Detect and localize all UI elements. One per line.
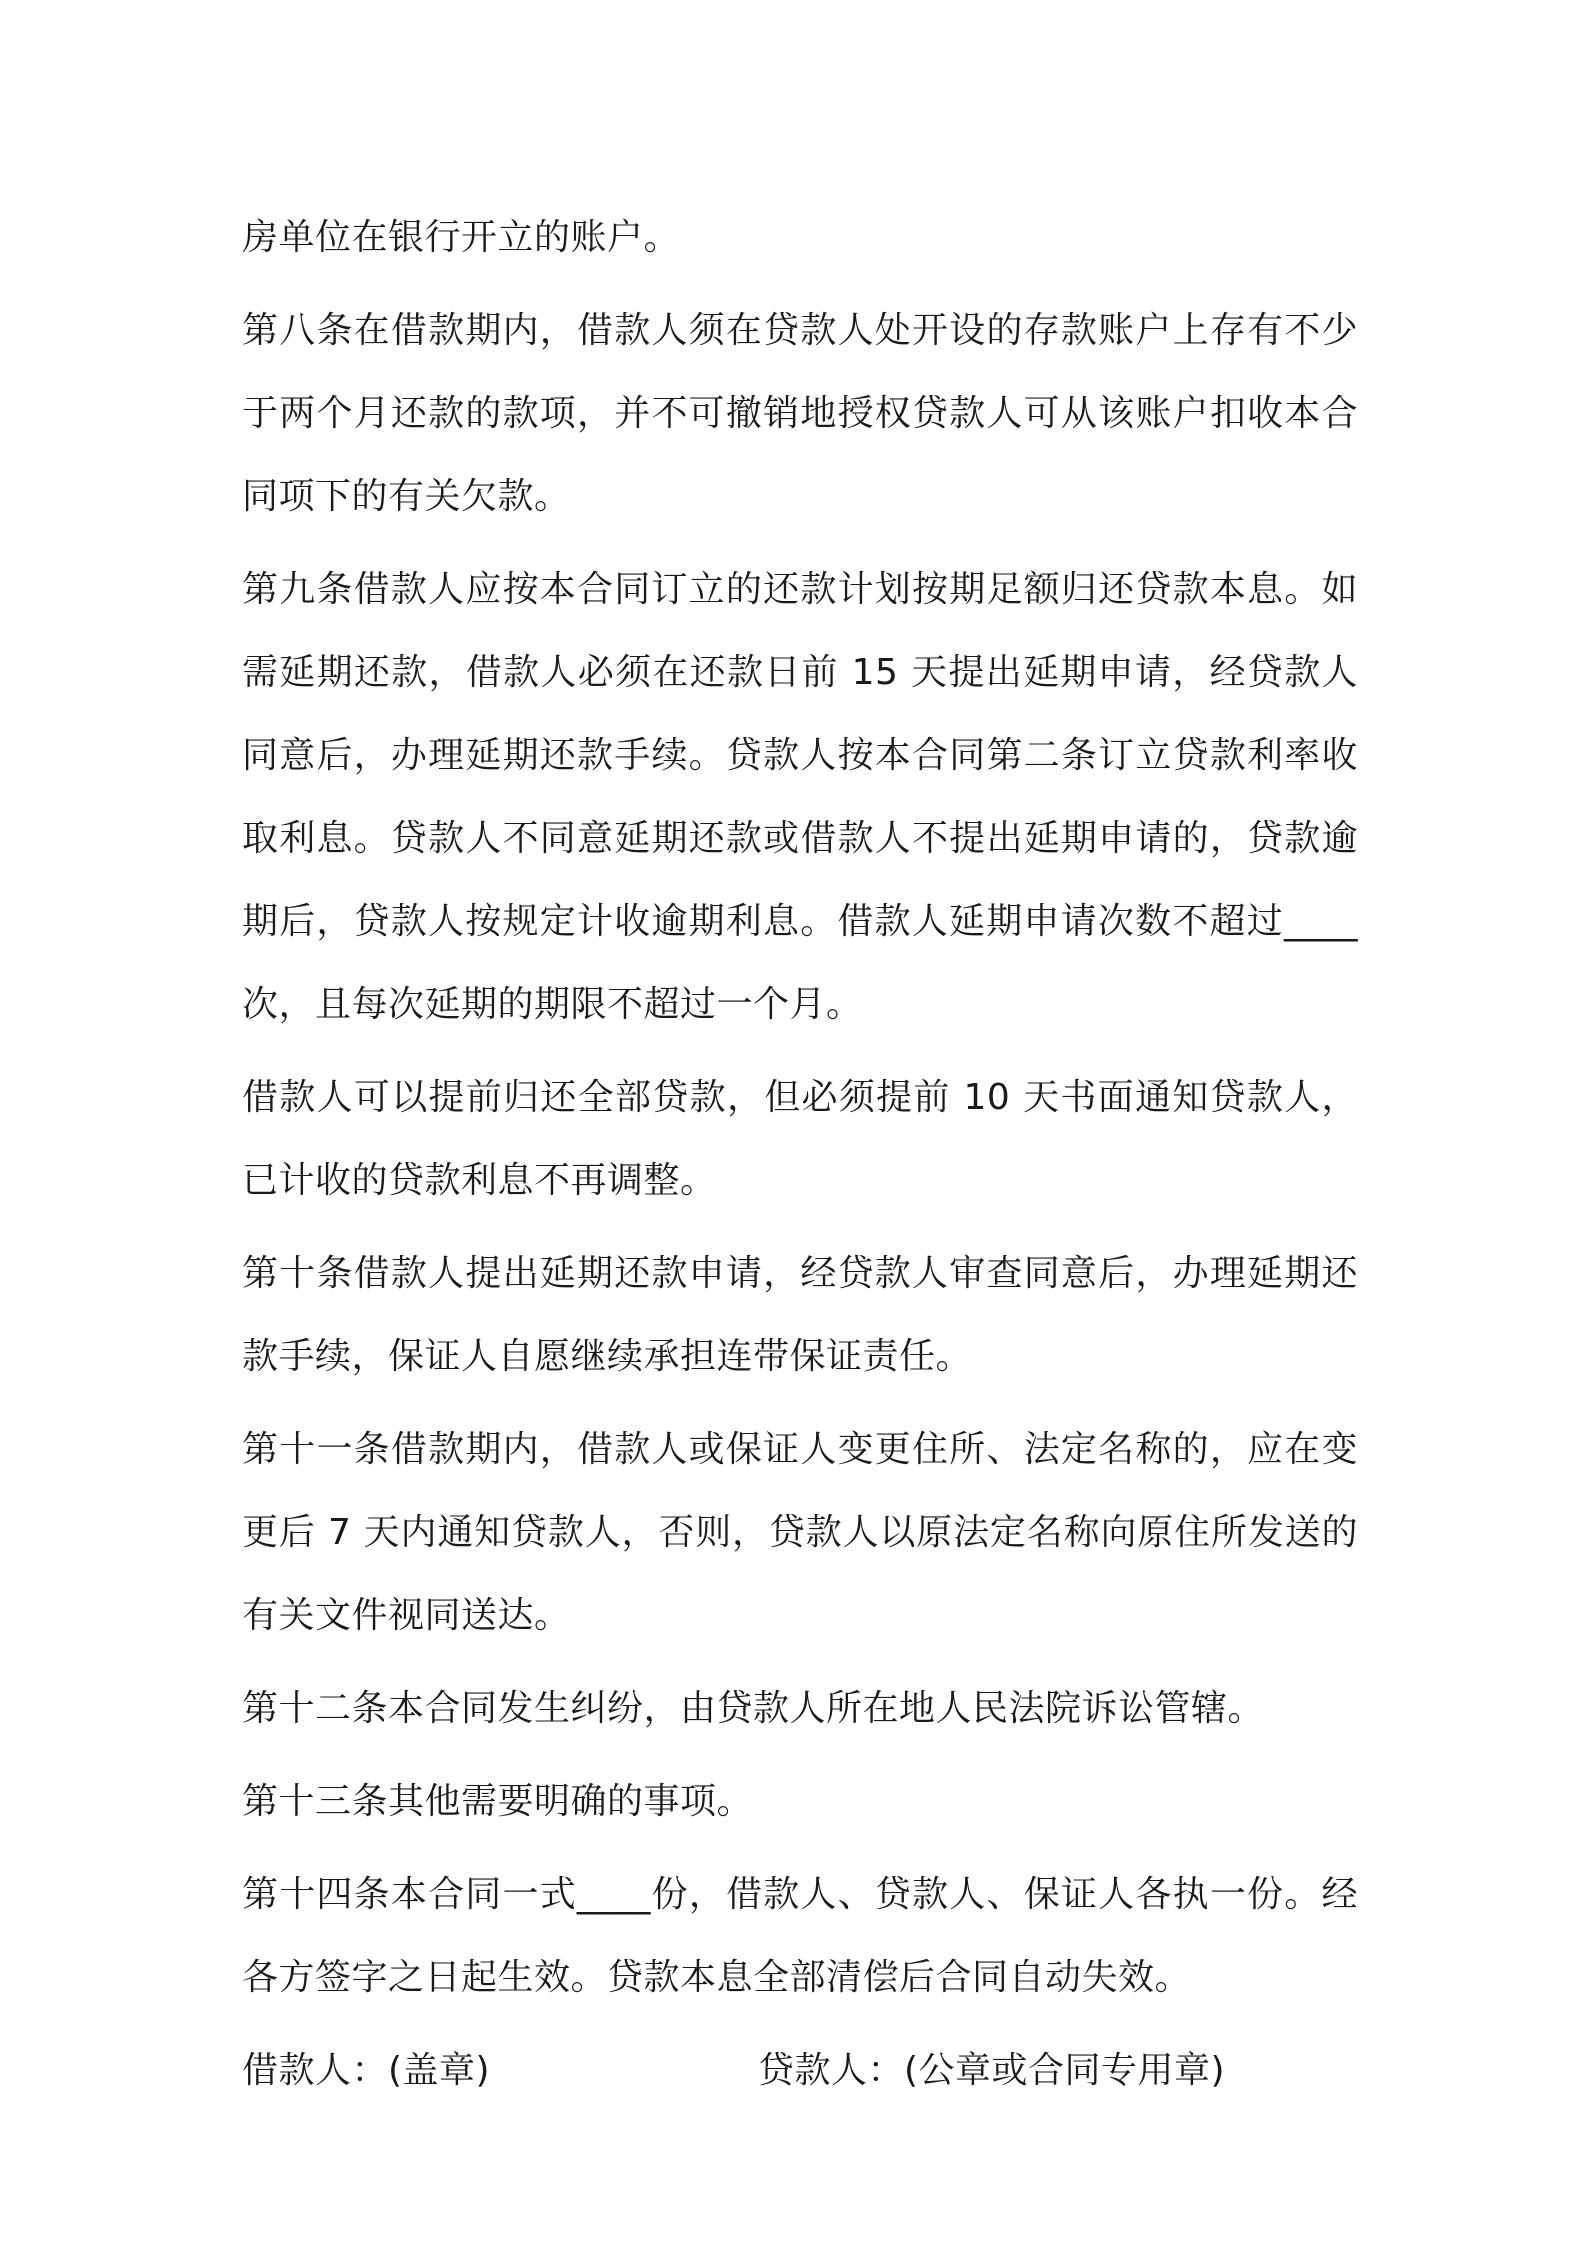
paragraph-article-10: 第十条借款人提出延期还款申请，经贷款人审查同意后，办理延期还款手续，保证人自愿继续承担连带保证责任。 bbox=[242, 1253, 1358, 1377]
paragraph-article-8: 第八条在借款期内，借款人须在贷款人处开设的存款账户上存有不少于两个月还款的款项，并不可撤销地授权贷款人可从该账户扣收本合同项下的有关欠款。 bbox=[242, 310, 1358, 517]
document-body bbox=[242, 196, 1358, 2112]
paragraph-account-continuation: 房单位在银行开立的账户。 bbox=[242, 217, 681, 258]
paragraph-early-repayment: 借款人可以提前归还全部贷款，但必须提前 10 天书面通知贷款人，已计收的贷款利息不再调整。 bbox=[242, 1077, 1358, 1201]
lender-signature-label: 贷款人：(公章或合同专用章) bbox=[758, 2050, 1226, 2091]
paragraph-article-11: 第十一条借款期内，借款人或保证人变更住所、法定名称的，应在变更后 7 天内通知贷款人，否则，贷款人以原法定名称向原住所发送的有关文件视同送达。 bbox=[242, 1429, 1358, 1636]
paragraph-article-14: 第十四条本合同一式____份，借款人、贷款人、保证人各执一份。经各方签字之日起生效。贷款本息全部清偿后合同自动失效。 bbox=[242, 1874, 1358, 1998]
borrower-signature-label: 借款人：(盖章) bbox=[242, 2050, 491, 2091]
paragraph-article-12: 第十二条本合同发生纠纷，由贷款人所在地人民法院诉讼管辖。 bbox=[242, 1688, 1265, 1729]
paragraph-article-9: 第九条借款人应按本合同订立的还款计划按期足额归还贷款本息。如需延期还款，借款人必须在还款日前 15 天提出延期申请，经贷款人同意后，办理延期还款手续。贷款人按本合同第二条订立贷款利率收取利息。贷款人不同意延期还款或借款人不提出延期申请的，贷款逾期后，贷款人按规定计收逾期利息。借款人延期申请次数不超过____次，且每次延期的期限不超过一个月。 bbox=[242, 569, 1358, 1025]
paragraph-article-13: 第十三条其他需要明确的事项。 bbox=[242, 1781, 754, 1822]
signature-row bbox=[242, 2029, 1358, 2112]
